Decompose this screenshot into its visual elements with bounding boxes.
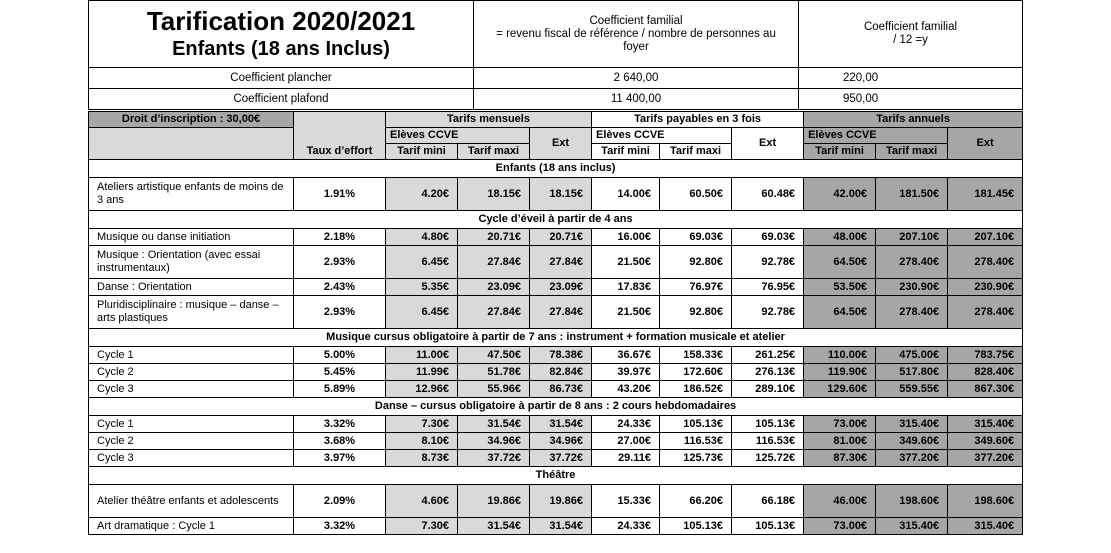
tarif-cell: 48.00€	[804, 229, 876, 246]
tarif-cell: 6.45€	[386, 296, 458, 329]
taux-cell: 5.45%	[294, 364, 386, 381]
tarif-cell: 34.96€	[530, 433, 592, 450]
taux-cell: 3.97%	[294, 450, 386, 467]
tarifs-3fois-header: Tarifs payables en 3 fois	[592, 112, 804, 128]
tarif-cell: 828.40€	[948, 364, 1023, 381]
tarif-cell: 86.73€	[530, 381, 592, 398]
taux-cell: 2.93%	[294, 296, 386, 329]
ext-3fois: Ext	[732, 128, 804, 160]
tarif-cell: 15.33€	[592, 485, 660, 518]
tarif-cell: 116.53€	[732, 433, 804, 450]
eleves-annuels: Elèves CCVE	[804, 128, 948, 144]
ext-mensuels: Ext	[530, 128, 592, 160]
row-label: Ateliers artistique enfants de moins de 3 ans	[89, 178, 294, 211]
eleves-mensuels: Elèves CCVE	[386, 128, 530, 144]
row-label: Cycle 3	[89, 381, 294, 398]
taux-cell: 2.09%	[294, 485, 386, 518]
tarif-cell: 23.09€	[458, 279, 530, 296]
tarif-cell: 125.72€	[732, 450, 804, 467]
tarif-cell: 129.60€	[804, 381, 876, 398]
tarifs-annuels-header: Tarifs annuels	[804, 112, 1023, 128]
tarif-cell: 125.73€	[660, 450, 732, 467]
tarif-cell: 31.54€	[530, 518, 592, 535]
header-table	[88, 0, 1023, 110]
row-label: Danse : Orientation	[89, 279, 294, 296]
tarif-cell: 475.00€	[876, 347, 948, 364]
section-row	[89, 329, 1023, 347]
tarif-cell: 4.80€	[386, 229, 458, 246]
tarif-cell: 289.10€	[732, 381, 804, 398]
table-row	[89, 518, 1023, 535]
coef-month-line1: Coefficient familial	[863, 21, 958, 33]
row-label: Cycle 1	[89, 347, 294, 364]
tarif-cell: 18.15€	[458, 178, 530, 211]
tarif-cell: 198.60€	[948, 485, 1023, 518]
plafond-value: 11 400,00	[474, 89, 799, 110]
tarif-cell: 105.13€	[660, 416, 732, 433]
tarif-cell: 66.20€	[660, 485, 732, 518]
tarif-cell: 349.60€	[948, 433, 1023, 450]
tarif-cell: 16.00€	[592, 229, 660, 246]
tarif-cell: 8.73€	[386, 450, 458, 467]
tarif-cell: 76.97€	[660, 279, 732, 296]
taux-cell: 3.68%	[294, 433, 386, 450]
tarif-cell: 82.84€	[530, 364, 592, 381]
tarif-cell: 46.00€	[804, 485, 876, 518]
tarif-mini-annuels: Tarif mini	[804, 144, 876, 160]
title-cell	[89, 1, 474, 68]
tarif-cell: 76.95€	[732, 279, 804, 296]
coef-definition-line2: = revenu fiscal de référence / nombre de personnes au foyer	[496, 27, 776, 53]
table-header-row-2	[89, 128, 1023, 144]
plancher-value: 2 640,00	[474, 68, 799, 89]
tarif-cell: 198.60€	[876, 485, 948, 518]
tarif-cell: 5.35€	[386, 279, 458, 296]
row-label: Musique ou danse initiation	[89, 229, 294, 246]
tarif-cell: 207.10€	[948, 229, 1023, 246]
tariff-table	[88, 111, 1023, 535]
tarif-cell: 12.96€	[386, 381, 458, 398]
tarif-cell: 278.40€	[876, 296, 948, 329]
taux-cell: 3.32%	[294, 416, 386, 433]
tarif-cell: 19.86€	[530, 485, 592, 518]
table-row	[89, 246, 1023, 279]
tarif-cell: 7.30€	[386, 416, 458, 433]
plancher-label: Coefficient plancher	[89, 68, 474, 89]
taux-cell: 5.89%	[294, 381, 386, 398]
tarif-cell: 278.40€	[948, 246, 1023, 279]
tarif-cell: 47.50€	[458, 347, 530, 364]
tarif-cell: 43.20€	[592, 381, 660, 398]
tarif-cell: 20.71€	[530, 229, 592, 246]
table-row	[89, 178, 1023, 211]
tarif-cell: 78.38€	[530, 347, 592, 364]
table-row	[89, 279, 1023, 296]
row-label: Cycle 2	[89, 433, 294, 450]
tarif-cell: 60.50€	[660, 178, 732, 211]
tarif-cell: 73.00€	[804, 518, 876, 535]
table-header-row-1	[89, 112, 1023, 128]
coef-definition-cell	[474, 1, 799, 68]
page-title: Tarification 2020/2021	[146, 6, 416, 36]
tarif-cell: 186.52€	[660, 381, 732, 398]
table-row	[89, 381, 1023, 398]
tarif-cell: 87.30€	[804, 450, 876, 467]
plafond-month: 950,00	[799, 89, 1023, 110]
tarif-cell: 11.99€	[386, 364, 458, 381]
table-row	[89, 485, 1023, 518]
table-row	[89, 450, 1023, 467]
tarif-cell: 24.33€	[592, 518, 660, 535]
droit-inscription: Droit d’inscription : 30,00€	[89, 112, 294, 128]
tarif-cell: 315.40€	[876, 518, 948, 535]
tarif-cell: 92.80€	[660, 296, 732, 329]
table-row	[89, 296, 1023, 329]
tarif-cell: 64.50€	[804, 246, 876, 279]
tarif-cell: 92.80€	[660, 246, 732, 279]
tarif-cell: 27.84€	[530, 246, 592, 279]
table-row	[89, 364, 1023, 381]
tarif-cell: 20.71€	[458, 229, 530, 246]
tarif-cell: 42.00€	[804, 178, 876, 211]
tarif-cell: 4.20€	[386, 178, 458, 211]
tarif-cell: 92.78€	[732, 246, 804, 279]
tarif-cell: 21.50€	[592, 246, 660, 279]
tarif-cell: 36.67€	[592, 347, 660, 364]
tarif-cell: 377.20€	[876, 450, 948, 467]
section-row	[89, 211, 1023, 229]
taux-cell: 1.91%	[294, 178, 386, 211]
tarif-cell: 8.10€	[386, 433, 458, 450]
tarif-cell: 11.00€	[386, 347, 458, 364]
section-row	[89, 467, 1023, 485]
plancher-month: 220,00	[799, 68, 1023, 89]
tarif-cell: 158.33€	[660, 347, 732, 364]
tarif-cell: 315.40€	[948, 416, 1023, 433]
taux-cell: 3.32%	[294, 518, 386, 535]
tarif-cell: 276.13€	[732, 364, 804, 381]
tarif-mini-mensuels: Tarif mini	[386, 144, 458, 160]
tarif-cell: 4.60€	[386, 485, 458, 518]
taux-header-cell	[294, 112, 386, 160]
tarif-cell: 27.84€	[530, 296, 592, 329]
tarif-cell: 29.11€	[592, 450, 660, 467]
tarif-cell: 37.72€	[530, 450, 592, 467]
tarifs-mensuels-header: Tarifs mensuels	[386, 112, 592, 128]
tarif-cell: 34.96€	[458, 433, 530, 450]
tarif-cell: 27.84€	[458, 246, 530, 279]
tarif-cell: 105.13€	[732, 518, 804, 535]
tarif-cell: 559.55€	[876, 381, 948, 398]
tarif-maxi-3fois: Tarif maxi	[660, 144, 732, 160]
coef-definition-line1: Coefficient familial	[589, 14, 683, 27]
tarif-cell: 315.40€	[948, 518, 1023, 535]
taux-cell: 2.93%	[294, 246, 386, 279]
row-label: Pluridisciplinaire : musique – danse – arts plastiques	[89, 296, 294, 329]
section-title: Musique cursus obligatoire à partir de 7 ans : instrument + formation musicale et atelier	[89, 329, 1023, 347]
tarif-cell: 377.20€	[948, 450, 1023, 467]
tarif-cell: 230.90€	[876, 279, 948, 296]
tarif-cell: 172.60€	[660, 364, 732, 381]
tarif-cell: 181.45€	[948, 178, 1023, 211]
tarif-cell: 55.96€	[458, 381, 530, 398]
coef-month-line2: / 12 =y	[893, 34, 928, 46]
tarif-cell: 105.13€	[732, 416, 804, 433]
header-blank	[89, 128, 294, 160]
table-row	[89, 347, 1023, 364]
tarif-cell: 7.30€	[386, 518, 458, 535]
tarif-cell: 27.84€	[458, 296, 530, 329]
tarif-cell: 17.83€	[592, 279, 660, 296]
tarif-cell: 783.75€	[948, 347, 1023, 364]
tarif-cell: 53.50€	[804, 279, 876, 296]
tarif-cell: 64.50€	[804, 296, 876, 329]
tarif-cell: 867.30€	[948, 381, 1023, 398]
taux-cell: 2.43%	[294, 279, 386, 296]
tarif-cell: 14.00€	[592, 178, 660, 211]
table-row	[89, 416, 1023, 433]
tarif-cell: 278.40€	[876, 246, 948, 279]
table-row	[89, 433, 1023, 450]
tarif-cell: 21.50€	[592, 296, 660, 329]
section-row	[89, 160, 1023, 178]
section-title: Cycle d’éveil à partir de 4 ans	[89, 211, 1023, 229]
ext-annuels: Ext	[948, 128, 1023, 160]
tarif-cell: 51.78€	[458, 364, 530, 381]
tarif-cell: 27.00€	[592, 433, 660, 450]
tarif-cell: 39.97€	[592, 364, 660, 381]
tarif-cell: 315.40€	[876, 416, 948, 433]
tarif-cell: 116.53€	[660, 433, 732, 450]
page-subtitle: Enfants (18 ans Inclus)	[172, 38, 390, 60]
tarif-cell: 6.45€	[386, 246, 458, 279]
tarif-cell: 92.78€	[732, 296, 804, 329]
tarif-cell: 31.54€	[458, 518, 530, 535]
coef-month-cell	[799, 1, 1023, 68]
tarif-cell: 31.54€	[458, 416, 530, 433]
tarif-cell: 278.40€	[948, 296, 1023, 329]
section-title: Danse – cursus obligatoire à partir de 8 ans : 2 cours hebdomadaires	[89, 398, 1023, 416]
row-label: Musique : Orientation (avec essai instrumentaux)	[89, 246, 294, 279]
tarif-cell: 37.72€	[458, 450, 530, 467]
tarif-cell: 60.48€	[732, 178, 804, 211]
tarif-cell: 81.00€	[804, 433, 876, 450]
row-label: Atelier théâtre enfants et adolescents	[89, 485, 294, 518]
tarif-cell: 69.03€	[732, 229, 804, 246]
row-label: Cycle 1	[89, 416, 294, 433]
tarif-mini-3fois: Tarif mini	[592, 144, 660, 160]
section-title: Théâtre	[89, 467, 1023, 485]
taux-header: Taux d’effort	[306, 145, 373, 157]
section-title: Enfants (18 ans inclus)	[89, 160, 1023, 178]
tarif-cell: 230.90€	[948, 279, 1023, 296]
tarif-cell: 73.00€	[804, 416, 876, 433]
tarif-cell: 110.00€	[804, 347, 876, 364]
taux-cell: 5.00%	[294, 347, 386, 364]
tarif-cell: 24.33€	[592, 416, 660, 433]
tarif-cell: 31.54€	[530, 416, 592, 433]
eleves-3fois: Elèves CCVE	[592, 128, 732, 144]
tarif-cell: 23.09€	[530, 279, 592, 296]
tarif-maxi-annuels: Tarif maxi	[876, 144, 948, 160]
tarif-cell: 207.10€	[876, 229, 948, 246]
row-label: Cycle 2	[89, 364, 294, 381]
tarif-cell: 69.03€	[660, 229, 732, 246]
section-row	[89, 398, 1023, 416]
tarif-cell: 19.86€	[458, 485, 530, 518]
row-label: Cycle 3	[89, 450, 294, 467]
tarif-cell: 517.80€	[876, 364, 948, 381]
tarif-cell: 181.50€	[876, 178, 948, 211]
row-label: Art dramatique : Cycle 1	[89, 518, 294, 535]
tarif-cell: 261.25€	[732, 347, 804, 364]
plafond-label: Coefficient plafond	[89, 89, 474, 110]
tarif-cell: 18.15€	[530, 178, 592, 211]
tarif-cell: 349.60€	[876, 433, 948, 450]
tarif-maxi-mensuels: Tarif maxi	[458, 144, 530, 160]
tarif-cell: 66.18€	[732, 485, 804, 518]
table-row	[89, 229, 1023, 246]
tarif-cell: 105.13€	[660, 518, 732, 535]
tarif-cell: 119.90€	[804, 364, 876, 381]
taux-cell: 2.18%	[294, 229, 386, 246]
